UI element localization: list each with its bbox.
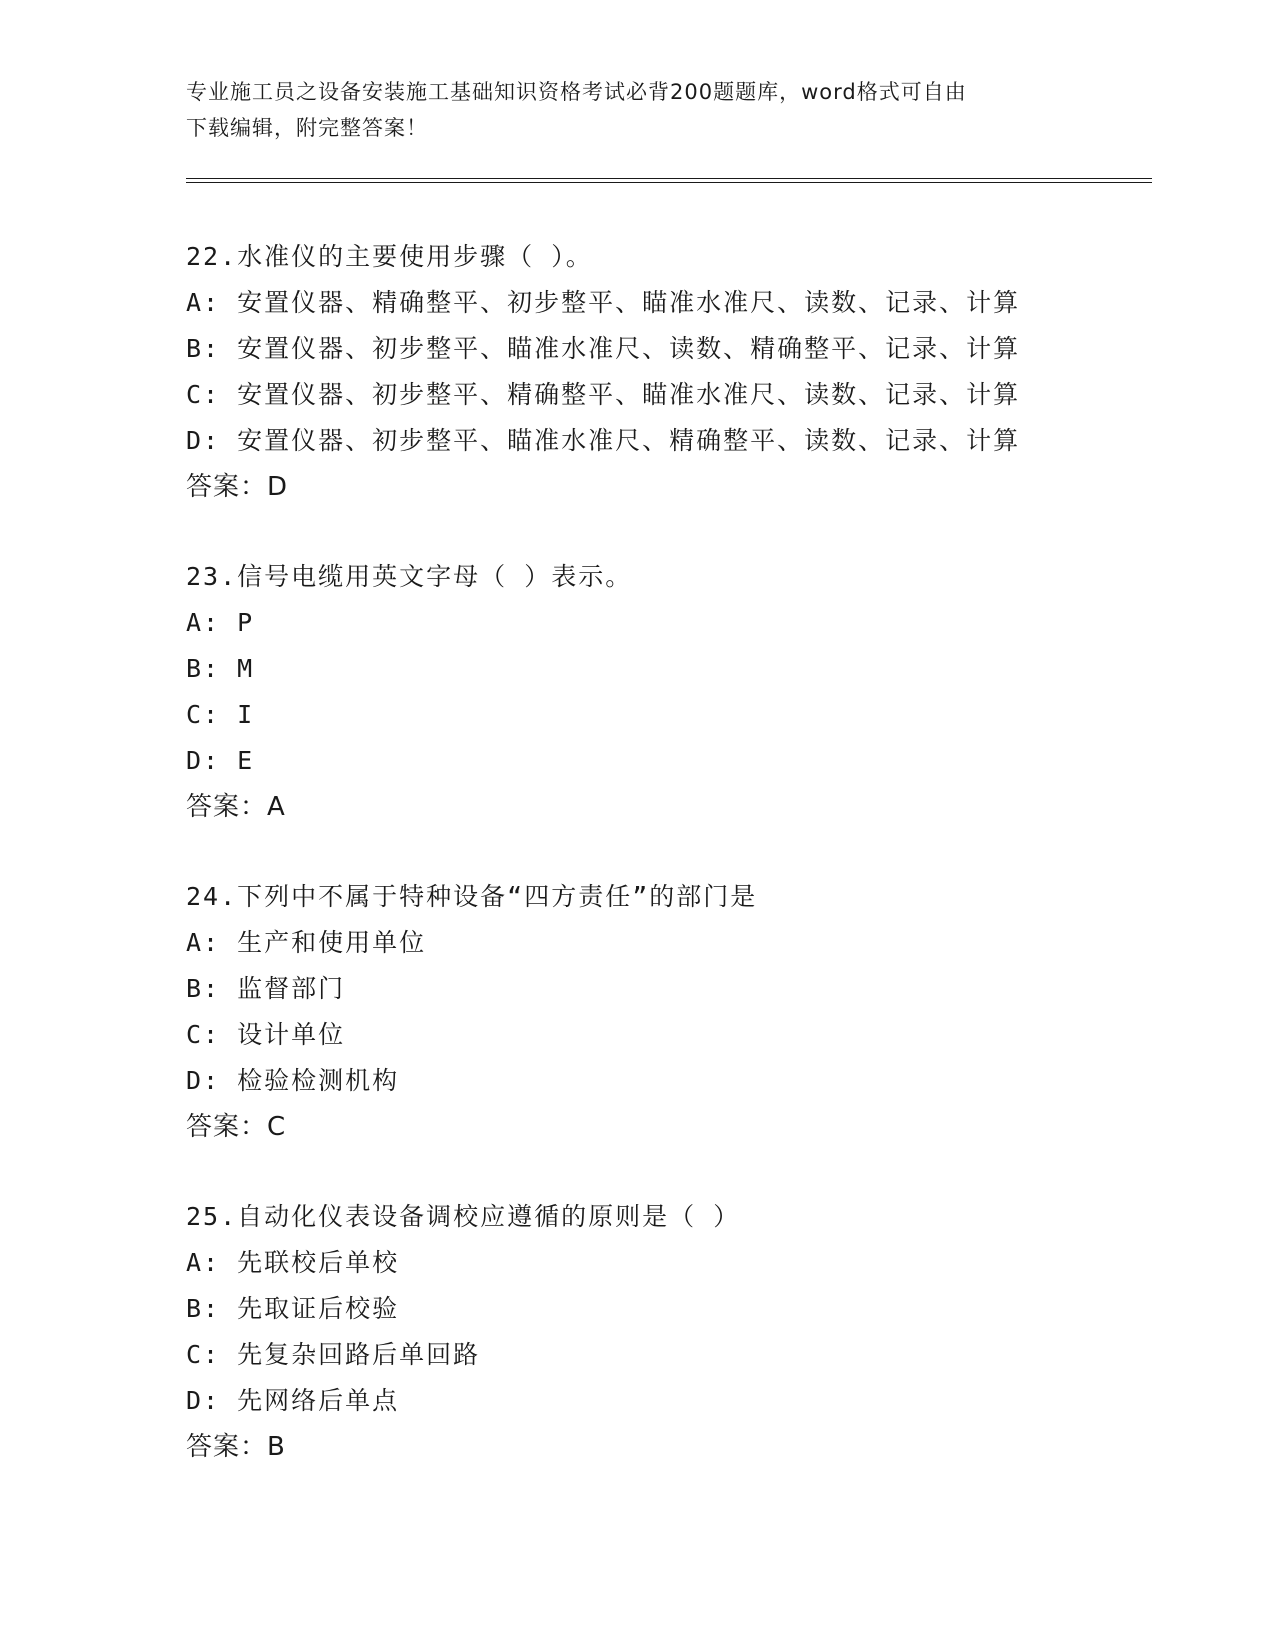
option-a: A: 先联校后单校 — [186, 1248, 400, 1277]
answer-line: 答案：D — [186, 472, 289, 502]
option-d: D: E — [186, 746, 255, 775]
question-24 — [186, 874, 1152, 1150]
option-a: A: P — [186, 608, 255, 637]
header-line-1: 专业施工员之设备安装施工基础知识资格考试必背200题题库，word格式可自由 — [186, 80, 967, 104]
question-22 — [186, 234, 1152, 510]
answer-line: 答案：C — [186, 1112, 287, 1142]
option-a: A: 安置仪器、精确整平、初步整平、瞄准水准尺、读数、记录、计算 — [186, 288, 1021, 317]
option-b: B: 先取证后校验 — [186, 1294, 400, 1323]
question-23 — [186, 554, 1152, 830]
document-header — [186, 74, 1086, 146]
header-divider-top — [186, 178, 1152, 179]
answer-line: 答案：B — [186, 1432, 286, 1462]
option-a: A: 生产和使用单位 — [186, 928, 427, 957]
header-divider-bottom — [186, 182, 1152, 183]
question-stem: 24.下列中不属于特种设备“四方责任”的部门是 — [186, 882, 758, 911]
option-c: C: 先复杂回路后单回路 — [186, 1340, 481, 1369]
option-d: D: 先网络后单点 — [186, 1386, 400, 1415]
question-25 — [186, 1194, 1152, 1470]
option-c: C: I — [186, 700, 255, 729]
option-b: B: 安置仪器、初步整平、瞄准水准尺、读数、精确整平、记录、计算 — [186, 334, 1021, 363]
option-b: B: M — [186, 654, 255, 683]
option-d: D: 检验检测机构 — [186, 1066, 400, 1095]
option-c: C: 设计单位 — [186, 1020, 346, 1049]
question-stem: 25.自动化仪表设备调校应遵循的原则是（ ） — [186, 1202, 741, 1231]
option-b: B: 监督部门 — [186, 974, 346, 1003]
option-d: D: 安置仪器、初步整平、瞄准水准尺、精确整平、读数、记录、计算 — [186, 426, 1021, 455]
option-c: C: 安置仪器、初步整平、精确整平、瞄准水准尺、读数、记录、计算 — [186, 380, 1021, 409]
answer-line: 答案：A — [186, 792, 286, 822]
header-line-2: 下载编辑，附完整答案！ — [186, 116, 428, 140]
question-stem: 22.水准仪的主要使用步骤（ ）。 — [186, 242, 593, 271]
question-stem: 23.信号电缆用英文字母（ ）表示。 — [186, 562, 633, 591]
